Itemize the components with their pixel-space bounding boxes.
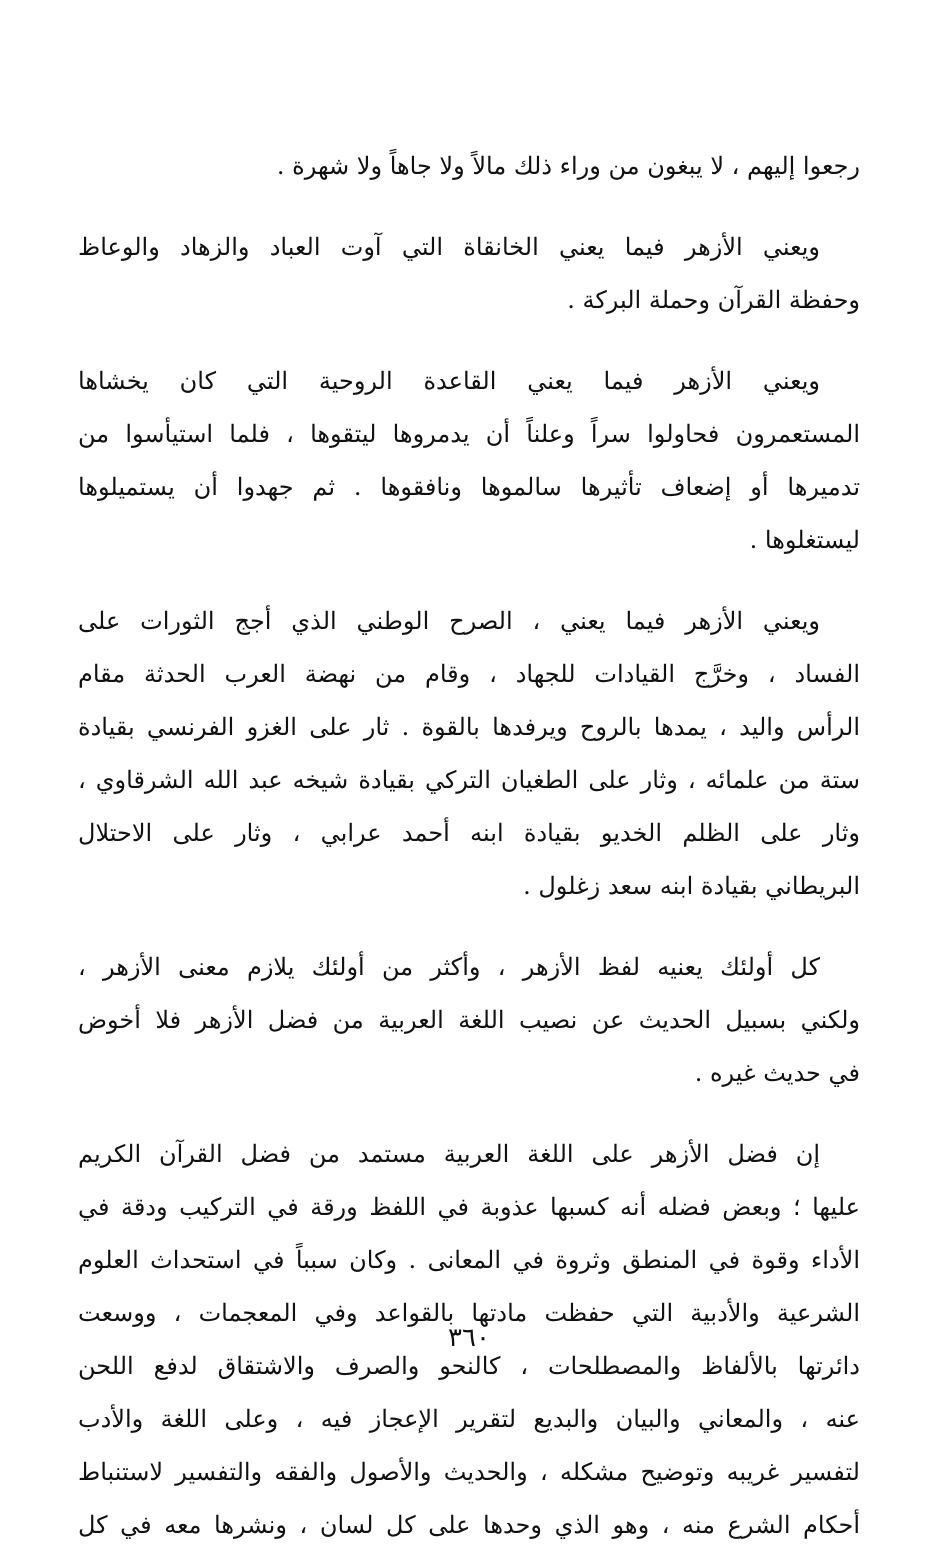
text-line: عنه ، والمعاني والبيان والبديع لتقرير الإعجاز فيه ، وعلى اللغة والأدب: [78, 1405, 860, 1433]
text-line: البريطاني بقيادة ابنه سعد زغلول .: [523, 872, 860, 900]
text-line: الرأس واليد ، يمدها بالروح ويرفدها بالقوة . ثار على الغزو الفرنسي بقيادة: [78, 713, 860, 741]
text-line: عليها ؛ وبعض فضله أنه كسبها عذوبة في اللفظ ورقة في التركيب ودقة في: [78, 1193, 860, 1221]
paragraph-5: [78, 941, 860, 1100]
text-line: المستعمرون فحاولوا سراً وعلناً أن يدمروها ليتقوها ، فلما استيأسوا من: [78, 420, 860, 448]
text-line: دائرتها بالألفاظ والمصطلحات ، كالنحو والصرف والاشتقاق لدفع اللحن: [78, 1352, 860, 1380]
text-line: ولكني بسبيل الحديث عن نصيب اللغة العربية من فضل الأزهر فلا أخوض: [78, 1006, 860, 1034]
text-line: ليستغلوها .: [749, 526, 860, 554]
paragraph-2: [78, 221, 860, 327]
text-line: كل أولئك يعنيه لفظ الأزهر ، وأكثر من أولئك يلازم معنى الأزهر ،: [78, 953, 820, 981]
text-line: ويعني الأزهر فيما يعني الخانقاة التي آوت العباد والزهاد والوعاظ: [78, 233, 820, 261]
text-line: وثار على الظلم الخديو بقيادة ابنه أحمد عرابي ، وثار على الاحتلال: [78, 819, 860, 847]
text-line: لتفسير غريبه وتوضيح مشكله ، والحديث والأصول والفقه والتفسير لاستنباط: [78, 1458, 860, 1486]
text-line: الفساد ، وخرَّج القيادات للجهاد ، وقام من نهضة العرب الحدثة مقام: [78, 660, 860, 688]
paragraph-4: [78, 595, 860, 913]
text-line: ستة من علمائه ، وثار على الطغيان التركي بقيادة شيخه عبد الله الشرقاوي ،: [78, 766, 860, 794]
text-line: ويعني الأزهر فيما يعني القاعدة الروحية التي كان يخشاها: [78, 367, 820, 395]
page-number: ٣٦٠: [448, 1323, 490, 1353]
text-line: أحكام الشرع منه ، وهو الذي وحدها على كل لسان ، ونشرها معه في كل: [78, 1511, 860, 1539]
text-line: وحفظة القرآن وحملة البركة .: [567, 286, 860, 314]
text-line: الشرعية والأدبية التي حفظت مادتها بالقواعد وفي المعجمات ، ووسعت: [78, 1299, 860, 1327]
paragraph-1: [78, 140, 860, 193]
text-line: الأداء وقوة في المنطق وثروة في المعانى . وكان سبباً في استحداث العلوم: [78, 1246, 860, 1274]
paragraph-3: [78, 355, 860, 567]
text-line: إن فضل الأزهر على اللغة العربية مستمد من فضل القرآن الكريم: [78, 1140, 820, 1168]
text-line: تدميرها أو إضعاف تأثيرها سالموها ونافقوها . ثم جهدوا أن يستميلوها: [78, 473, 860, 501]
text-line: ويعني الأزهر فيما يعني ، الصرح الوطني الذي أجج الثورات على: [78, 607, 820, 635]
text-line: رجعوا إليهم ، لا يبغون من وراء ذلك مالاً ولا جاهاً ولا شهرة .: [276, 152, 860, 180]
text-line: في حديث غيره .: [694, 1059, 860, 1087]
